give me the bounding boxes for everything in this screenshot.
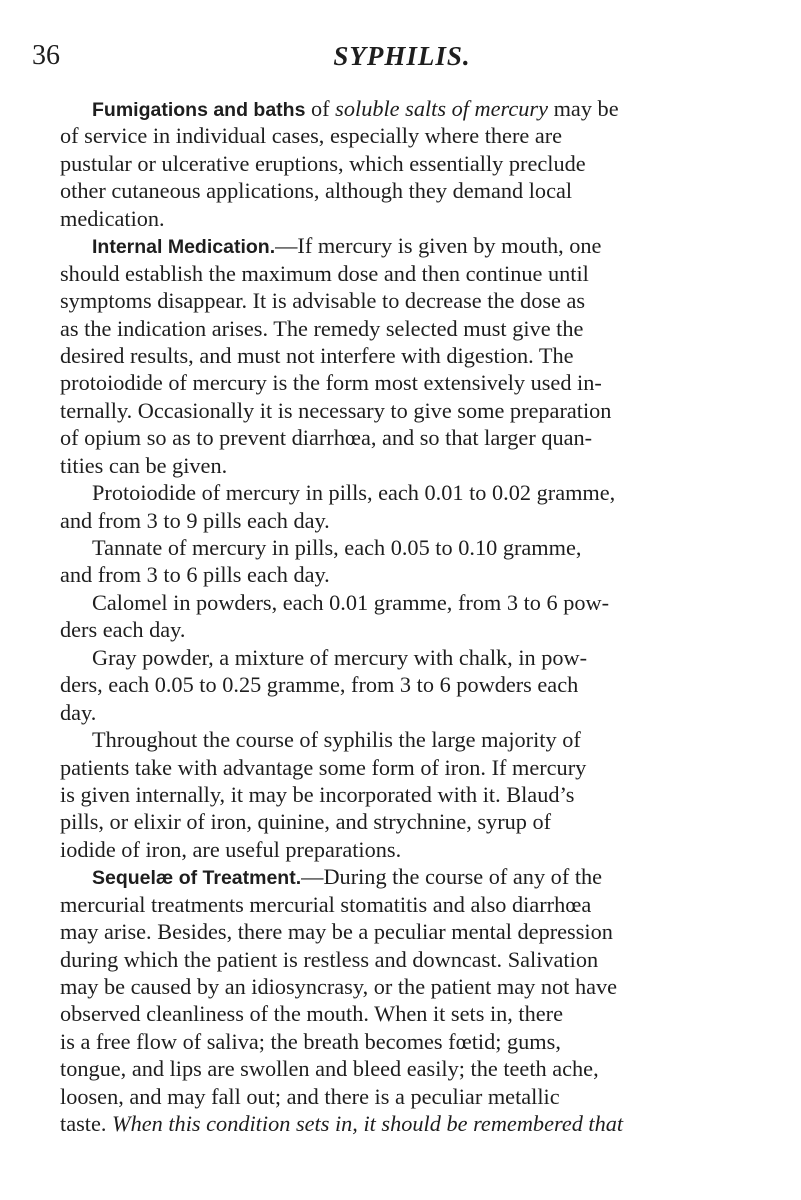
- text-line: ternally. Occasionally it is necessary to give some preparation: [60, 397, 612, 423]
- paragraph-protoiodide: [60, 479, 772, 534]
- text-line: may be caused by an idiosyncrasy, or the patient may not have: [60, 974, 618, 999]
- text-line: Sequelæ of Treatment.—During the course of any of the: [92, 864, 603, 890]
- paragraph-iron: [60, 726, 772, 863]
- text-line: may arise. Besides, there may be a peculiar mental depression: [60, 919, 613, 945]
- text-line: tongue, and lips are swollen and bleed easily; the teeth ache,: [60, 1056, 599, 1082]
- body-text: [60, 95, 772, 1138]
- text-line: and from 3 to 9 pills each day.: [60, 507, 330, 533]
- text-line: loosen, and may fall out; and there is a peculiar metallic: [60, 1083, 560, 1109]
- text-line: observed cleanliness of the mouth. When it sets in, there: [60, 1001, 563, 1027]
- text-line: symptoms disappear. It is advisable to decrease the dose as: [60, 288, 586, 314]
- text-line: and from 3 to 6 pills each day.: [60, 562, 330, 588]
- text-line: Gray powder, a mixture of mercury with chalk, in pow-: [92, 644, 588, 670]
- page-number: 36: [32, 40, 60, 71]
- text-line: pustular or ulcerative eruptions, which essentially preclude: [60, 150, 586, 176]
- text-line: Internal Medication.—If mercury is given by mouth, one: [92, 233, 602, 259]
- text-line: patients take with advantage some form of iron. If mercury: [60, 754, 587, 780]
- text-line: taste. When this condition sets in, it should be remembered that: [60, 1111, 624, 1137]
- text-line: medication.: [60, 205, 165, 231]
- text-line: ders each day.: [60, 617, 186, 643]
- text-line: Fumigations and baths of soluble salts of mercury may be: [92, 96, 619, 121]
- paragraph-fumigations: [60, 95, 772, 232]
- paragraph-calomel: [60, 589, 772, 644]
- text-line: mercurial treatments mercurial stomatitis and also diarrhœa: [60, 891, 592, 917]
- text-line: other cutaneous applications, although they demand local: [60, 178, 573, 204]
- text-line: Tannate of mercury in pills, each 0.05 to 0.10 gramme,: [92, 535, 582, 560]
- text-line: pills, or elixir of iron, quinine, and strychnine, syrup of: [60, 809, 552, 835]
- paragraph-gray-powder: [60, 644, 772, 726]
- text-line: Calomel in powders, each 0.01 gramme, from 3 to 6 pow-: [92, 589, 610, 615]
- text-line: ders, each 0.05 to 0.25 gramme, from 3 to 6 powders each: [60, 672, 579, 698]
- text-line: Throughout the course of syphilis the large majority of: [92, 727, 581, 753]
- text-line: should establish the maximum dose and then continue until: [60, 260, 589, 286]
- text-line: is given internally, it may be incorporated with it. Blaud’s: [60, 781, 575, 807]
- section-heading: Internal Medication.: [92, 236, 276, 259]
- text-line: of service in individual cases, especially where there are: [60, 123, 563, 149]
- emphasis: soluble salts of mercury: [335, 96, 549, 121]
- running-title: SYPHILIS.: [333, 41, 471, 71]
- text-line: day.: [60, 699, 97, 725]
- paragraph-sequelae: [60, 863, 772, 1137]
- text-line: is a free flow of saliva; the breath becomes fœtid; gums,: [60, 1028, 561, 1054]
- text-line: protoiodide of mercury is the form most extensively used in-: [60, 370, 602, 396]
- text-line: as the indication arises. The remedy selected must give the: [60, 315, 584, 341]
- text-line: Protoiodide of mercury in pills, each 0.01 to 0.02 gramme,: [92, 480, 616, 506]
- section-heading: Sequelæ of Treatment.: [92, 867, 302, 890]
- paragraph-internal-medication: [60, 232, 772, 479]
- text-line: desired results, and must not interfere with digestion. The: [60, 342, 574, 368]
- page-header: [32, 38, 772, 74]
- text-line: of opium so as to prevent diarrhœa, and so that larger quan-: [60, 425, 593, 451]
- text-line: iodide of iron, are useful preparations.: [60, 836, 402, 862]
- text-line: tities can be given.: [60, 452, 228, 478]
- paragraph-tannate: [60, 534, 772, 589]
- paragraph-heading: Fumigations and baths: [92, 99, 306, 121]
- text-line: during which the patient is restless and downcast. Salivation: [60, 946, 599, 972]
- emphasis: When this condition sets in, it should be remembered that: [112, 1111, 624, 1137]
